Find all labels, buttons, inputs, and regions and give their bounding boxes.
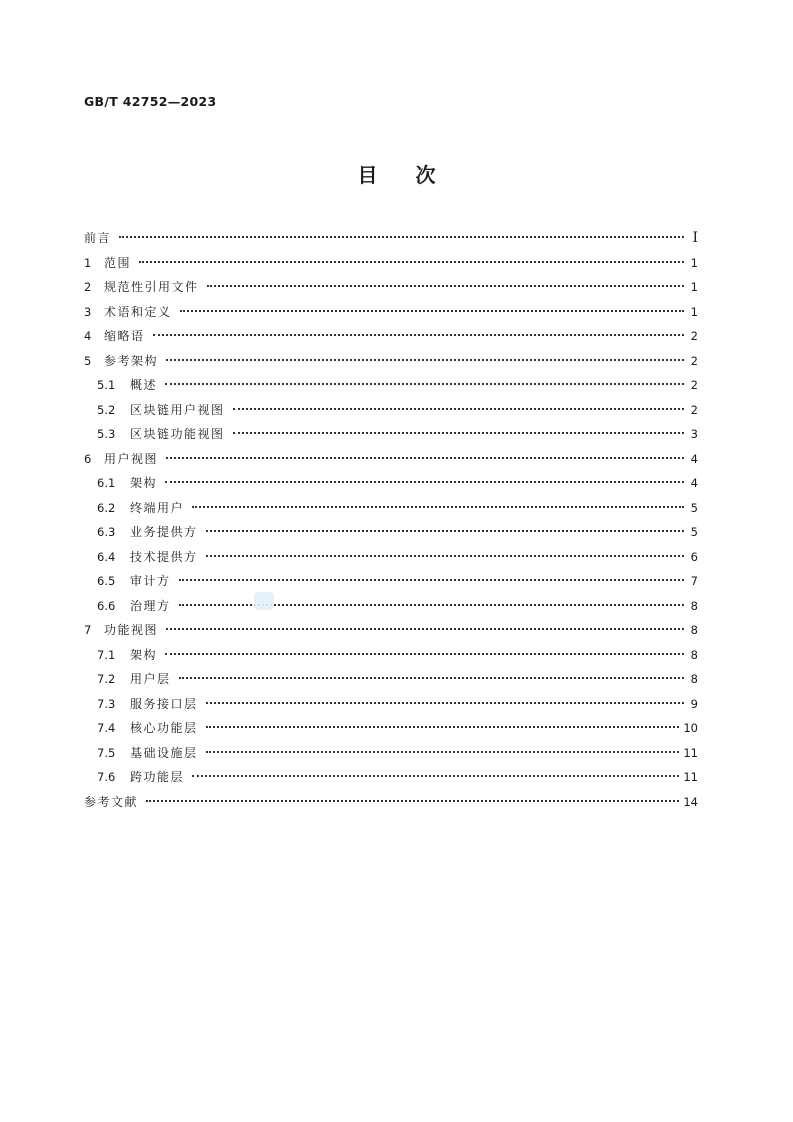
- toc-entry-page: 1: [690, 304, 698, 319]
- toc-entry-number: 6.1: [97, 476, 116, 490]
- toc-entry-page: 1: [690, 280, 698, 294]
- toc-entry-label: 架构: [130, 647, 158, 662]
- toc-entry-4[interactable]: [84, 324, 698, 349]
- toc-entry-6-6[interactable]: [84, 594, 698, 619]
- dot-leader: [206, 555, 684, 557]
- toc-entry-page: 3: [690, 427, 698, 441]
- toc-entry-number: 7.5: [97, 745, 116, 760]
- toc-entry-page: 2: [690, 353, 698, 368]
- toc-entry-label: 前言: [84, 231, 112, 245]
- toc-entry-7-4[interactable]: [84, 716, 698, 741]
- dot-leader: [180, 310, 684, 312]
- toc-entry-label: 概述: [130, 378, 158, 392]
- toc-entry-3[interactable]: [84, 300, 698, 325]
- toc-entry-page: 4: [690, 451, 698, 466]
- dot-leader: [233, 408, 684, 410]
- toc-entry-1[interactable]: [84, 251, 698, 276]
- toc-entry-label: 业务提供方: [130, 525, 198, 539]
- toc-entry-page: I: [692, 230, 698, 246]
- toc-entry-page: 8: [690, 672, 698, 686]
- toc-entry-label: 范围: [104, 255, 132, 270]
- dot-leader: [166, 359, 684, 361]
- dot-leader: [166, 628, 684, 630]
- dot-leader: [146, 800, 679, 802]
- dot-leader: [165, 653, 684, 655]
- toc-entry-label: 功能视图: [104, 623, 159, 637]
- toc-entry-6-4[interactable]: [84, 545, 698, 570]
- toc-entry-number: 5: [84, 353, 92, 368]
- toc-entry-label: 终端用户: [130, 500, 185, 515]
- toc-entry-page: 2: [690, 329, 698, 343]
- dot-leader: [165, 481, 684, 483]
- dot-leader: [153, 334, 684, 336]
- toc-entry-page: 9: [690, 696, 698, 711]
- toc-entry-label: 规范性引用文件: [104, 280, 199, 294]
- toc-entry-6[interactable]: [84, 447, 698, 472]
- toc-entry-page: 2: [690, 378, 698, 392]
- toc-entry-label: 基础设施层: [130, 745, 198, 760]
- toc-entry-number: 7.1: [97, 647, 116, 662]
- toc-entry-number: 4: [84, 329, 92, 343]
- toc-entry-label: 架构: [130, 476, 158, 490]
- toc-entry-label: 区块链用户视图: [130, 402, 225, 417]
- toc-entry-6-1[interactable]: [84, 471, 698, 496]
- dot-leader: [179, 677, 684, 679]
- toc-entry-label: 参考文献: [84, 794, 139, 809]
- dot-leader: [207, 285, 684, 287]
- toc-title: 目次: [357, 163, 474, 187]
- toc-entry-label: 术语和定义: [104, 304, 172, 319]
- toc-entry-page: 8: [690, 623, 698, 637]
- toc-entry-number: 6.6: [97, 598, 116, 613]
- toc-entry-label: 审计方: [130, 574, 171, 588]
- table-of-contents: [84, 226, 698, 814]
- toc-entry-2[interactable]: [84, 275, 698, 300]
- toc-entry-page: 8: [690, 647, 698, 662]
- toc-entry-6-5[interactable]: [84, 569, 698, 594]
- toc-entry-label: 用户视图: [104, 451, 159, 466]
- toc-entry-label: 服务接口层: [130, 696, 198, 711]
- toc-entry-label: 治理方: [130, 598, 171, 613]
- toc-entry-number: 7: [84, 623, 92, 637]
- toc-entry-6-3[interactable]: [84, 520, 698, 545]
- toc-entry-number: 7.3: [97, 696, 116, 711]
- toc-entry-7-1[interactable]: [84, 643, 698, 668]
- watermark-logo: [254, 592, 274, 610]
- toc-entry-number: 6.5: [97, 574, 116, 588]
- toc-entry-label: 参考架构: [104, 353, 159, 368]
- toc-entry-page: 11: [683, 770, 698, 784]
- toc-entry-5-1[interactable]: [84, 373, 698, 398]
- toc-entry-number: 5.1: [97, 378, 116, 392]
- toc-entry-7-6[interactable]: [84, 765, 698, 790]
- toc-entry-page: 6: [690, 549, 698, 564]
- toc-entry-label: 缩略语: [104, 329, 145, 343]
- toc-entry-number: 7.6: [97, 770, 116, 784]
- dot-leader: [206, 726, 680, 728]
- toc-entry-page: 2: [690, 402, 698, 417]
- toc-entry-number: 3: [84, 304, 92, 319]
- toc-entry-bibliography[interactable]: [84, 790, 698, 815]
- toc-entry-foreword[interactable]: [84, 226, 698, 251]
- dot-leader: [206, 530, 684, 532]
- dot-leader: [206, 702, 684, 704]
- toc-entry-7-5[interactable]: [84, 741, 698, 766]
- toc-entry-page: 14: [683, 794, 698, 809]
- toc-entry-number: 2: [84, 280, 92, 294]
- toc-entry-page: 5: [690, 500, 698, 515]
- toc-entry-number: 6.4: [97, 549, 116, 564]
- toc-entry-label: 核心功能层: [130, 721, 198, 735]
- toc-entry-page: 4: [690, 476, 698, 490]
- toc-entry-number: 7.2: [97, 672, 116, 686]
- toc-entry-7-3[interactable]: [84, 692, 698, 717]
- toc-entry-number: 6.2: [97, 500, 116, 515]
- dot-leader: [119, 236, 684, 238]
- dot-leader: [233, 432, 684, 434]
- dot-leader: [192, 775, 679, 777]
- toc-entry-7-2[interactable]: [84, 667, 698, 692]
- toc-entry-page: 7: [690, 574, 698, 588]
- toc-entry-5-3[interactable]: [84, 422, 698, 447]
- toc-entry-label: 跨功能层: [130, 770, 185, 784]
- toc-entry-page: 11: [683, 745, 698, 760]
- toc-entry-number: 1: [84, 255, 92, 270]
- toc-entry-5-2[interactable]: [84, 398, 698, 423]
- toc-entry-page: 5: [690, 525, 698, 539]
- dot-leader: [179, 579, 684, 581]
- dot-leader: [165, 383, 684, 385]
- toc-entry-7[interactable]: [84, 618, 698, 643]
- toc-entry-page: 10: [683, 721, 698, 735]
- toc-entry-number: 5.2: [97, 402, 116, 417]
- toc-entry-page: 8: [690, 598, 698, 613]
- toc-entry-number: 7.4: [97, 721, 116, 735]
- toc-entry-page: 1: [690, 255, 698, 270]
- dot-leader: [206, 751, 680, 753]
- dot-leader: [166, 457, 684, 459]
- toc-entry-number: 6.3: [97, 525, 116, 539]
- dot-leader: [139, 261, 684, 263]
- toc-entry-number: 6: [84, 451, 92, 466]
- toc-entry-number: 5.3: [97, 427, 116, 441]
- dot-leader: [192, 506, 684, 508]
- toc-entry-5[interactable]: [84, 349, 698, 374]
- toc-entry-label: 区块链功能视图: [130, 427, 225, 441]
- toc-entry-6-2[interactable]: [84, 496, 698, 521]
- toc-entry-label: 技术提供方: [130, 549, 198, 564]
- toc-entry-label: 用户层: [130, 672, 171, 686]
- standard-code: GB/T 42752—2023: [84, 94, 217, 109]
